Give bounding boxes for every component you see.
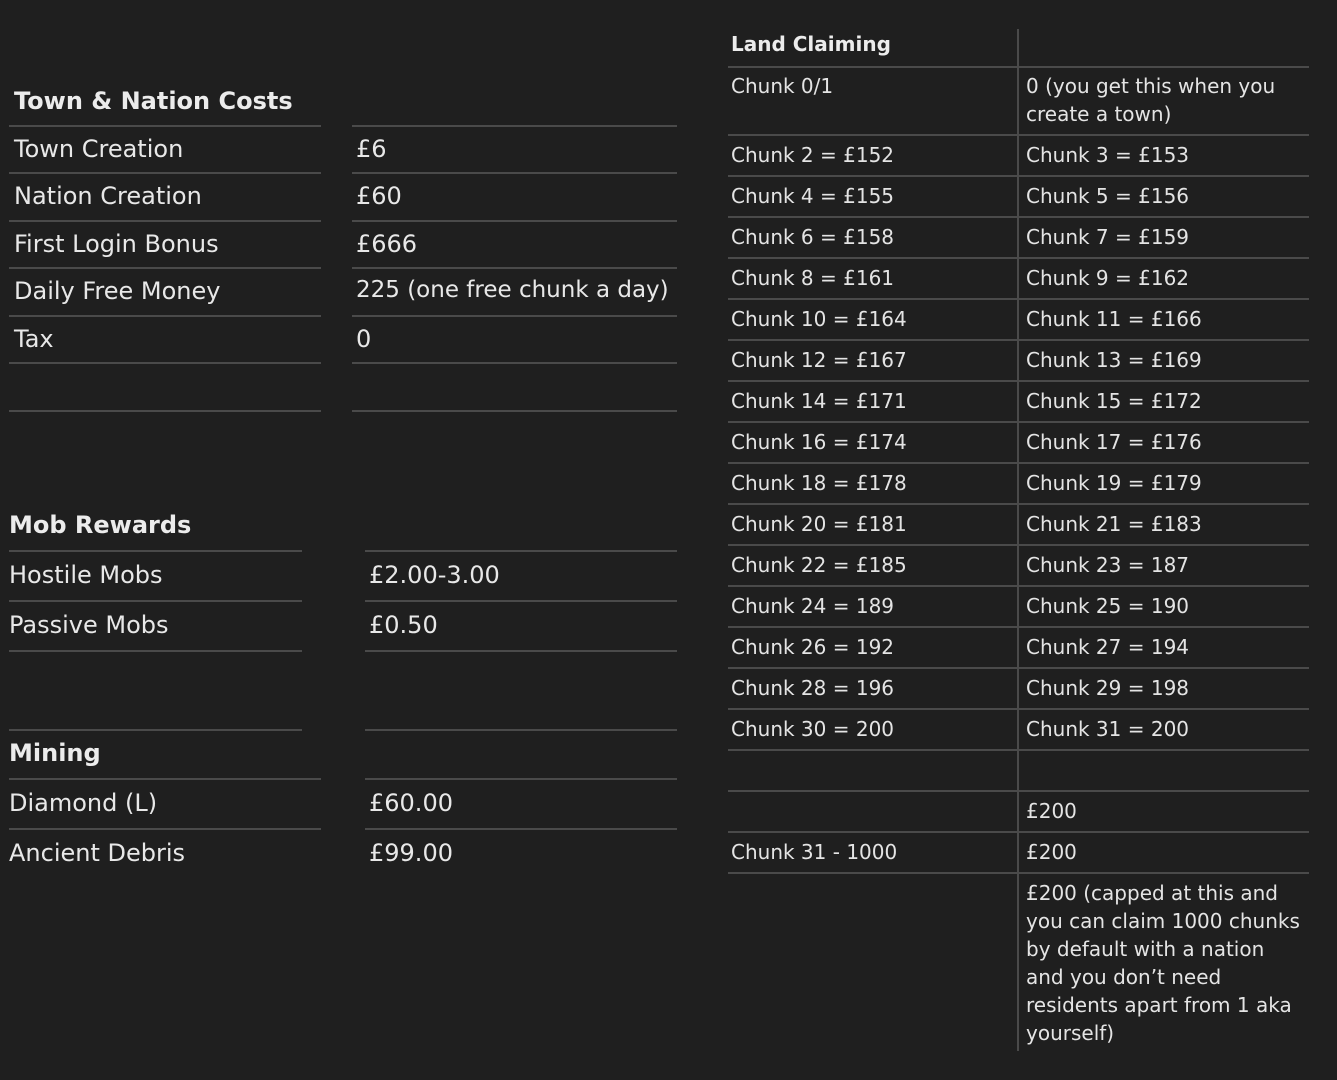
divider	[728, 626, 1309, 628]
row-label-hostile-mobs: Hostile Mobs	[9, 561, 163, 589]
divider	[352, 172, 677, 174]
divider	[9, 220, 321, 222]
divider	[9, 729, 302, 731]
cap-note: £200 (capped at this and you can claim 1000 chunks by default with a nation and you don’t need residents apart from 1 aka yourself)	[1026, 881, 1300, 1045]
divider	[728, 749, 1309, 751]
divider	[365, 550, 677, 552]
chunk-row-left: Chunk 26 = 192	[731, 635, 895, 659]
chunk-row-right: Chunk 19 = £179	[1026, 471, 1202, 495]
row-label-tax: Tax	[14, 325, 54, 353]
chunk-row-left: Chunk 8 = £161	[731, 266, 895, 290]
row-value-passive-mobs: £0.50	[369, 611, 438, 639]
row-value-town-creation: £6	[356, 135, 387, 163]
chunk-row-right: Chunk 15 = £172	[1026, 389, 1202, 413]
row-label-daily-free-money: Daily Free Money	[14, 277, 221, 305]
chunk-row-left: Chunk 20 = £181	[731, 512, 907, 536]
divider	[728, 503, 1309, 505]
chunk-0-1-label: Chunk 0/1	[731, 74, 834, 98]
chunk-row-right: Chunk 23 = 187	[1026, 553, 1190, 577]
chunk-range-label: Chunk 31 - 1000	[731, 840, 898, 864]
divider	[728, 790, 1309, 792]
divider	[728, 298, 1309, 300]
divider	[728, 585, 1309, 587]
chunk-row-left: Chunk 12 = £167	[731, 348, 907, 372]
chunk-row-left: Chunk 18 = £178	[731, 471, 907, 495]
chunk-row-left: Chunk 10 = £164	[731, 307, 907, 331]
mob-rewards-title: Mob Rewards	[9, 511, 192, 539]
divider	[9, 778, 321, 780]
divider	[728, 66, 1309, 68]
chunk-row-left: Chunk 30 = 200	[731, 717, 895, 741]
row-value-first-login-bonus: £666	[356, 230, 418, 258]
divider	[365, 778, 677, 780]
divider	[352, 125, 677, 127]
divider	[352, 315, 677, 317]
divider	[728, 134, 1309, 136]
chunk-row-right: Chunk 3 = £153	[1026, 143, 1190, 167]
divider	[352, 267, 677, 269]
chunk-row-right: Chunk 5 = £156	[1026, 184, 1190, 208]
divider	[9, 362, 321, 364]
land-claiming-title: Land Claiming	[731, 32, 891, 56]
divider	[365, 828, 677, 830]
divider	[352, 220, 677, 222]
divider	[728, 708, 1309, 710]
divider	[728, 872, 1309, 874]
chunk-row-right: Chunk 13 = £169	[1026, 348, 1202, 372]
row-label-nation-creation: Nation Creation	[14, 182, 202, 210]
divider	[9, 410, 321, 412]
divider	[9, 828, 321, 830]
row-label-passive-mobs: Passive Mobs	[9, 611, 169, 639]
chunk-row-right: Chunk 29 = 198	[1026, 676, 1190, 700]
divider	[9, 172, 321, 174]
divider	[728, 339, 1309, 341]
chunk-row-left: Chunk 28 = 196	[731, 676, 895, 700]
divider	[9, 315, 321, 317]
chunk-row-right: Chunk 31 = 200	[1026, 717, 1190, 741]
divider	[728, 421, 1309, 423]
chunk-row-right: Chunk 9 = £162	[1026, 266, 1190, 290]
column-divider	[1017, 29, 1019, 1051]
row-label-first-login-bonus: First Login Bonus	[14, 230, 219, 258]
divider	[728, 380, 1309, 382]
divider	[365, 650, 677, 652]
extra-price-value: £200	[1026, 799, 1077, 823]
row-value-diamond: £60.00	[369, 789, 453, 817]
chunk-row-right: Chunk 17 = £176	[1026, 430, 1202, 454]
chunk-row-right: Chunk 21 = £183	[1026, 512, 1202, 536]
town-nation-title: Town & Nation Costs	[14, 87, 293, 115]
chunk-range-value: £200	[1026, 840, 1077, 864]
row-value-tax: 0	[356, 325, 372, 353]
row-value-nation-creation: £60	[356, 182, 402, 210]
row-value-hostile-mobs: £2.00-3.00	[369, 561, 500, 589]
chunk-row-left: Chunk 2 = £152	[731, 143, 895, 167]
mining-title: Mining	[9, 739, 101, 767]
row-value-daily-free-money: 225 (one free chunk a day)	[356, 277, 669, 303]
divider	[728, 544, 1309, 546]
divider	[728, 462, 1309, 464]
divider	[728, 831, 1309, 833]
chunk-row-right: Chunk 27 = 194	[1026, 635, 1190, 659]
chunk-row-left: Chunk 22 = £185	[731, 553, 907, 577]
divider	[9, 267, 321, 269]
row-value-ancient-debris: £99.00	[369, 839, 453, 867]
row-label-town-creation: Town Creation	[14, 135, 184, 163]
divider	[728, 257, 1309, 259]
divider	[728, 216, 1309, 218]
divider	[728, 175, 1309, 177]
chunk-row-left: Chunk 14 = £171	[731, 389, 907, 413]
chunk-row-right: Chunk 7 = £159	[1026, 225, 1190, 249]
divider	[9, 650, 302, 652]
divider	[365, 600, 677, 602]
divider	[352, 410, 677, 412]
row-label-diamond: Diamond (L)	[9, 789, 158, 817]
divider	[728, 667, 1309, 669]
divider	[352, 362, 677, 364]
chunk-row-left: Chunk 16 = £174	[731, 430, 907, 454]
chunk-row-left: Chunk 24 = 189	[731, 594, 895, 618]
chunk-row-right: Chunk 25 = 190	[1026, 594, 1190, 618]
chunk-row-left: Chunk 4 = £155	[731, 184, 895, 208]
chunk-0-1-value: 0 (you get this when you create a town)	[1026, 74, 1276, 126]
row-label-ancient-debris: Ancient Debris	[9, 839, 186, 867]
divider	[9, 125, 321, 127]
divider	[9, 600, 302, 602]
chunk-row-left: Chunk 6 = £158	[731, 225, 895, 249]
divider	[9, 550, 302, 552]
chunk-row-right: Chunk 11 = £166	[1026, 307, 1202, 331]
divider	[365, 729, 677, 731]
